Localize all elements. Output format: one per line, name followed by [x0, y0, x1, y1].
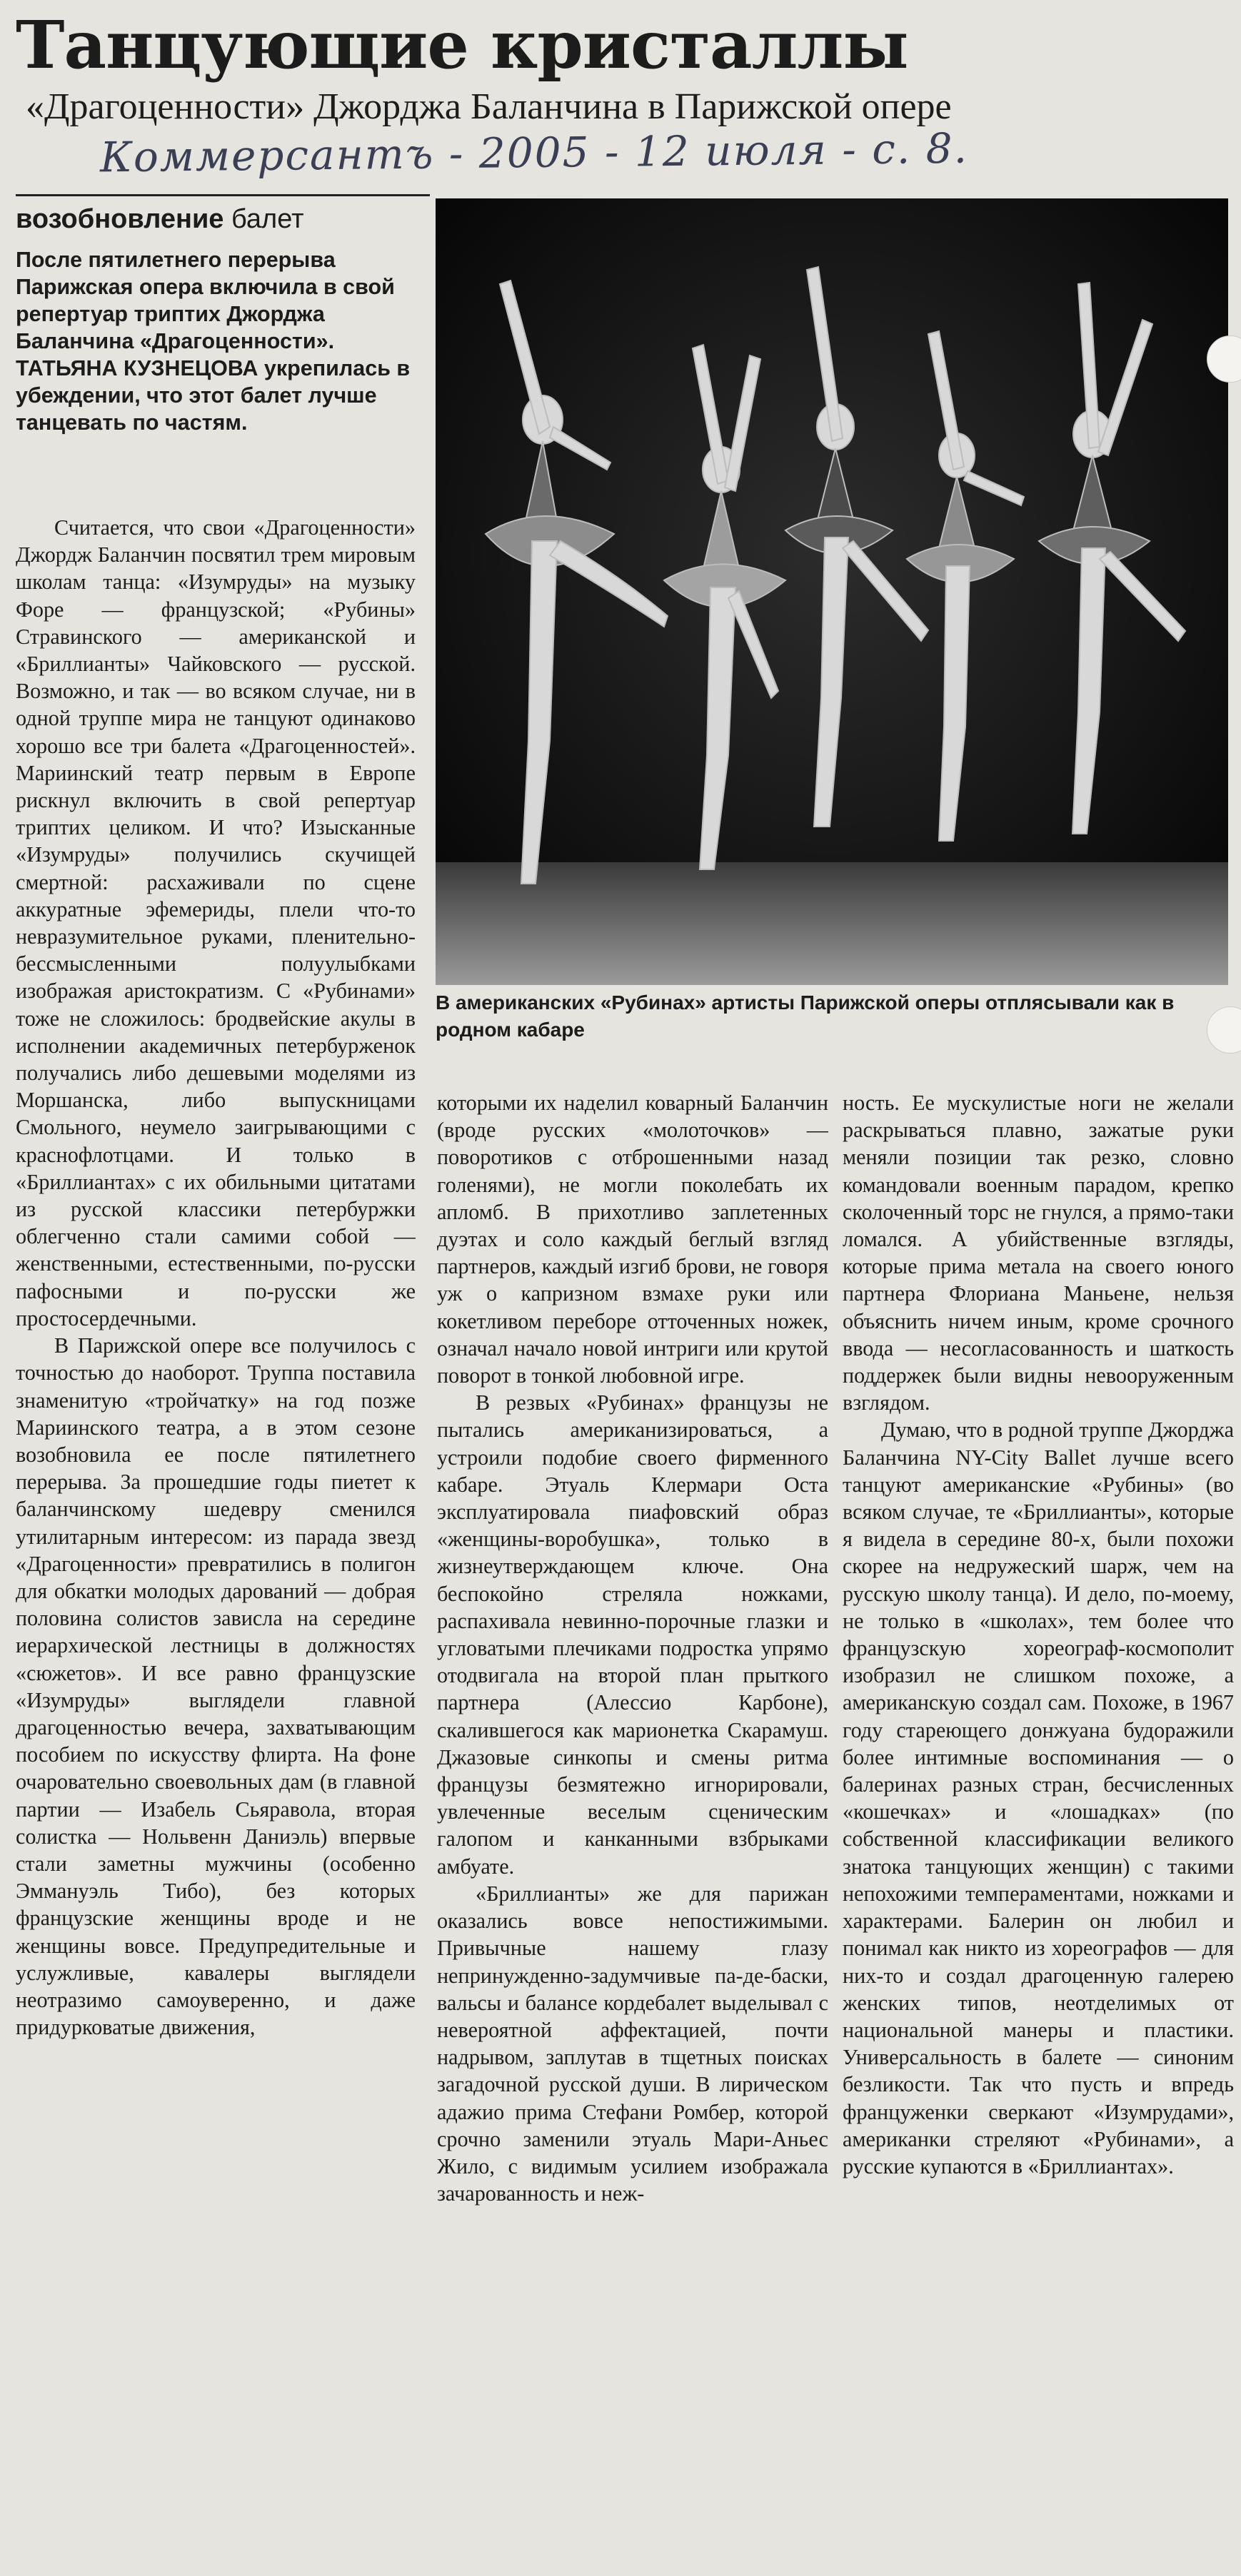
col1-paragraph-1: Считается, что свои «Драгоценности» Джордж Баланчин посвятил трем мировым школам танца: «Изумруды» на музыку Форе — французской; «Рубины» Стравинского — американской и «Бриллианты» Чайковского — русской. Возможно, и так — во всяком случае, ни в одной труппе мира не танцуют одинаково хорошо все три балета «Драгоценностей». Мариинский театр первым в Европе рискнул включить в свой репертуар триптих целиком. И что? Изысканные «Изумруды» получились скучищей смертной: расхаживали по сцене аккуратные эфемериды, плели что-то невразумительное руками, пленительно-бессмысленными полуулыбками изображая аристократизм. С «Рубинами» тоже не сложилось: бродвейские акулы в исполнении академичных петербурженок получались либо дешевыми моделями из Моршанска, либо выпускницами Смольного, неумело заигрывающими с краснофлотцами. И только в «Бриллиантах» с их обильными цитатами из русской классики петербуржки облегченно стали самими собой — женственными, естественными, по-русски пафосными и по-русски же простосердечными.	[16, 515, 416, 1330]
photo-caption: В американских «Рубинах» артисты Парижской оперы отплясывали как в родном кабаре	[436, 991, 1175, 1041]
article-column-2	[437, 1089, 828, 2574]
rubric-regular: балет	[231, 204, 304, 234]
col2-paragraph-2: В резвых «Рубинах» французы не пытались американизироваться, а устроили подобие своего фирменного кабаре. Этуаль Клермари Оста эксплуатировала пиафовский образ «женщины-воробушка», только в жизнеутверждающем ключе. Она беспокойно стреляла ножками, распахивала невинно-порочные глазки и угловатыми плечиками подростка упрямо отодвигала на второй план прыткого партнера (Алессио Карбоне), скалившегося как марионетка Скарамуш. Джазовые синкопы и смены ритма французы безмятежно игнорировали, увлеченные веселым сценическим галопом и канканными взбрыками амбуате.	[437, 1390, 828, 1879]
lead-text-after: укрепилась в убеждении, что этот балет лучше танцевать по частям.	[16, 356, 411, 435]
dancers-illustration	[436, 198, 1228, 985]
lead-author: ТАТЬЯНА КУЗНЕЦОВА	[16, 356, 258, 380]
article-column-1	[16, 514, 416, 2570]
subheadline: «Драгоценности» Джорджа Баланчина в Парижской опере	[26, 86, 952, 127]
col2-paragraph-3: «Бриллианты» же для парижан оказались вовсе непостижимыми. Привычные нашему глазу непринужденно-задумчивые па-де-баски, вальсы и балансе кордебалет выделывал с невероятной аффектацией, почти надрывом, заплутав в тщетных поисках загадочной русской души. В лирическом адажио прима Стефани Ромбер, которой срочно заменили этуаль Мари-Аньес Жило, с видимым усилием изображала зачарованность и неж-	[437, 1881, 828, 2206]
col3-paragraph-1: ность. Ее мускулистые ноги не желали раскрываться плавно, зажатые руки меняли позиции так резко, словно командовали военным парадом, крепко сколоченный торс не гнулся, а прямо-таки ломался. А убийственные взгляды, которые прима метала на своего юного партнера Флориана Маньене, нельзя объяснить ничем иным, кроме срочного ввода — несогласованность и шаткость поддержек были видны невооруженным взглядом.	[843, 1091, 1234, 1415]
article-column-3	[843, 1089, 1234, 2574]
rubric	[16, 198, 430, 240]
lead-paragraph	[16, 246, 416, 436]
col3-paragraph-2: Думаю, что в родной труппе Джорджа Баланчина NY-City Ballet лучше всего танцуют американские «Рубины» (во всяком случае, те «Бриллианты», которые я видела в середине 80-х, были похожи скорее на недружеский шарж, чем на русскую школу танца). И дело, по-моему, не только в «школах», тем более что французскую хореограф-космополит изобразил не слишком похоже, а американскую создал сам. Похоже, в 1967 году стареющего донжуана будоражили более интимные воспоминания — о балеринах разных стран, бесчисленных «кошечках» и «лошадках» (по собственной классификации великого знатока танцующих женщин) с такими непохожими темпераментами, ножками и характерами. Балерин он любил и понимал как никто из хореографов — для них-то и создал драгоценную галерею женских типов, неотделимых от национальной манеры и пластики. Универсальность в балете — синоним безликости. Так что пусть и впредь француженки сверкают «Изумрудами», американки стреляют «Рубинами», а русские купаются в «Бриллиантах».	[843, 1418, 1234, 2178]
handwritten-note: Коммерсантъ - 2005 - 12 июля - с. 8.	[99, 123, 969, 182]
col2-paragraph-1: которыми их наделил коварный Баланчин (вроде русских «молоточков» — поворотиков с отброшенными назад голенями), не могли поколебать их апломб. В прихотливо заплетенных дуэтах и соло каждый беглый взгляд партнеров, каждый изгиб брови, не говоря уж о капризном взмахе руки или кокетливом переборе отточенных ножек, означал начало новой интриги или крутой поворот в тонкой любовной игре.	[437, 1091, 828, 1388]
ballet-photo	[436, 198, 1228, 985]
col1-paragraph-2: В Парижской опере все получилось с точностью до наоборот. Труппа поставила знаменитую «тройчатку» на год позже Мариинского театра, а в этом сезоне возобновила ее после пятилетнего перерыва. За прошедшие годы пиетет к баланчинскому шедевру сменился утилитарным интересом: из парада звезд «Драгоценности» превратились в полигон для обкатки молодых дарований — добрая половина солистов зависла на середине иерархической лестницы в должностях «сюжетов». И все равно французские «Изумруды» выглядели главной драгоценностью вечера, захватывающим пособием по искусству флирта. На фоне очаровательно своевольных дам (в главной партии — Изабель Сьяравола, вторая солистка — Нольвенн Даниэль) впервые стали заметны мужчины (особенно Эммануэль Тибо), без которых французские женщины вроде и не женщины вовсе. Предупредительные и услужливые, кавалеры выглядели неотразимо самоуверенно, и даже придурковатые движения,	[16, 1333, 416, 2040]
binder-hole-bottom	[1207, 1006, 1241, 1054]
lead-text-before: После пятилетнего перерыва Парижская опера включила в свой репертуар триптих Джорджа Баланчина «Драгоценности».	[16, 248, 395, 353]
headline: Танцующие кристаллы	[16, 6, 908, 84]
rubric-bold: возобновление	[16, 204, 224, 234]
rubric-rule	[16, 194, 430, 196]
